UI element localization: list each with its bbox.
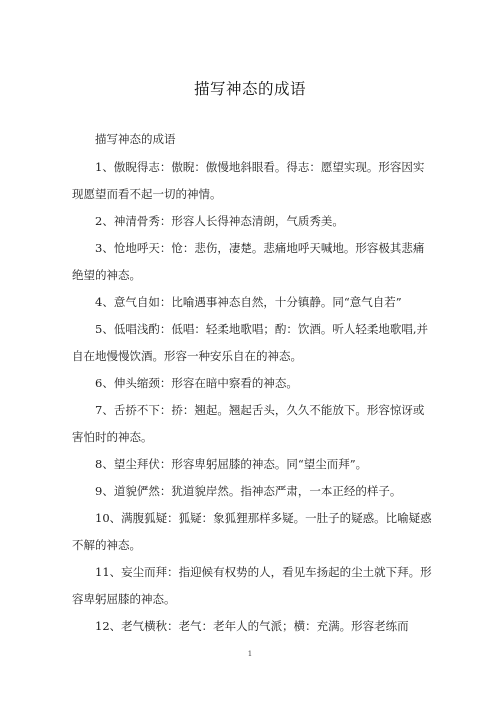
idiom-entry: 2、神清骨秀：形容人长得神态清朗，气质秀美。 bbox=[95, 214, 344, 228]
page-title: 描写神态的成语 bbox=[193, 80, 306, 98]
idiom-entry: 1、傲睨得志：傲睨：傲慢地斜眼看。得志：愿望实现。形容因实现愿望而看不起一切的神情。 bbox=[72, 160, 425, 201]
page-number: 1 bbox=[247, 650, 253, 658]
idiom-entry: 3、怆地呼天：怆：悲伤，凄楚。悲痛地呼天喊地。形容极其悲痛绝望的神态。 bbox=[72, 241, 425, 282]
idiom-entry: 6、伸头缩颈：形容在暗中察看的神态。 bbox=[95, 376, 298, 390]
idiom-entry: 12、老气横秋：老气：老年人的气派；横：充满。形容老练而 bbox=[95, 619, 409, 633]
idiom-entry: 8、望尘拜伏：形容卑躬屈膝的神态。同“望尘而拜”。 bbox=[95, 457, 368, 471]
idiom-entry: 9、道貌俨然：犹道貌岸然。指神态严肃，一本正经的样子。 bbox=[95, 484, 402, 498]
section-heading: 描写神态的成语 bbox=[95, 132, 176, 146]
idiom-entry: 5、低唱浅酌：低唱：轻柔地歌唱；酌：饮酒。听人轻柔地歌唱,并自在地慢慢饮酒。形容一种安乐自在的神态。 bbox=[72, 322, 428, 363]
idiom-entry: 10、满腹狐疑：狐疑：象狐狸那样多疑。一肚子的疑惑。比喻疑惑不解的神态。 bbox=[72, 511, 432, 552]
idiom-list bbox=[72, 154, 432, 640]
idiom-entry: 11、妄尘而拜：指迎候有权势的人，看见车扬起的尘土就下拜。形容卑躬屈膝的神态。 bbox=[72, 565, 432, 606]
idiom-entry: 4、意气自如：比喻遇事神态自然，十分镇静。同“意气自若” bbox=[95, 295, 402, 309]
idiom-entry: 7、舌挢不下：挢：翘起。翘起舌头，久久不能放下。形容惊讶或害怕时的神态。 bbox=[72, 403, 425, 444]
